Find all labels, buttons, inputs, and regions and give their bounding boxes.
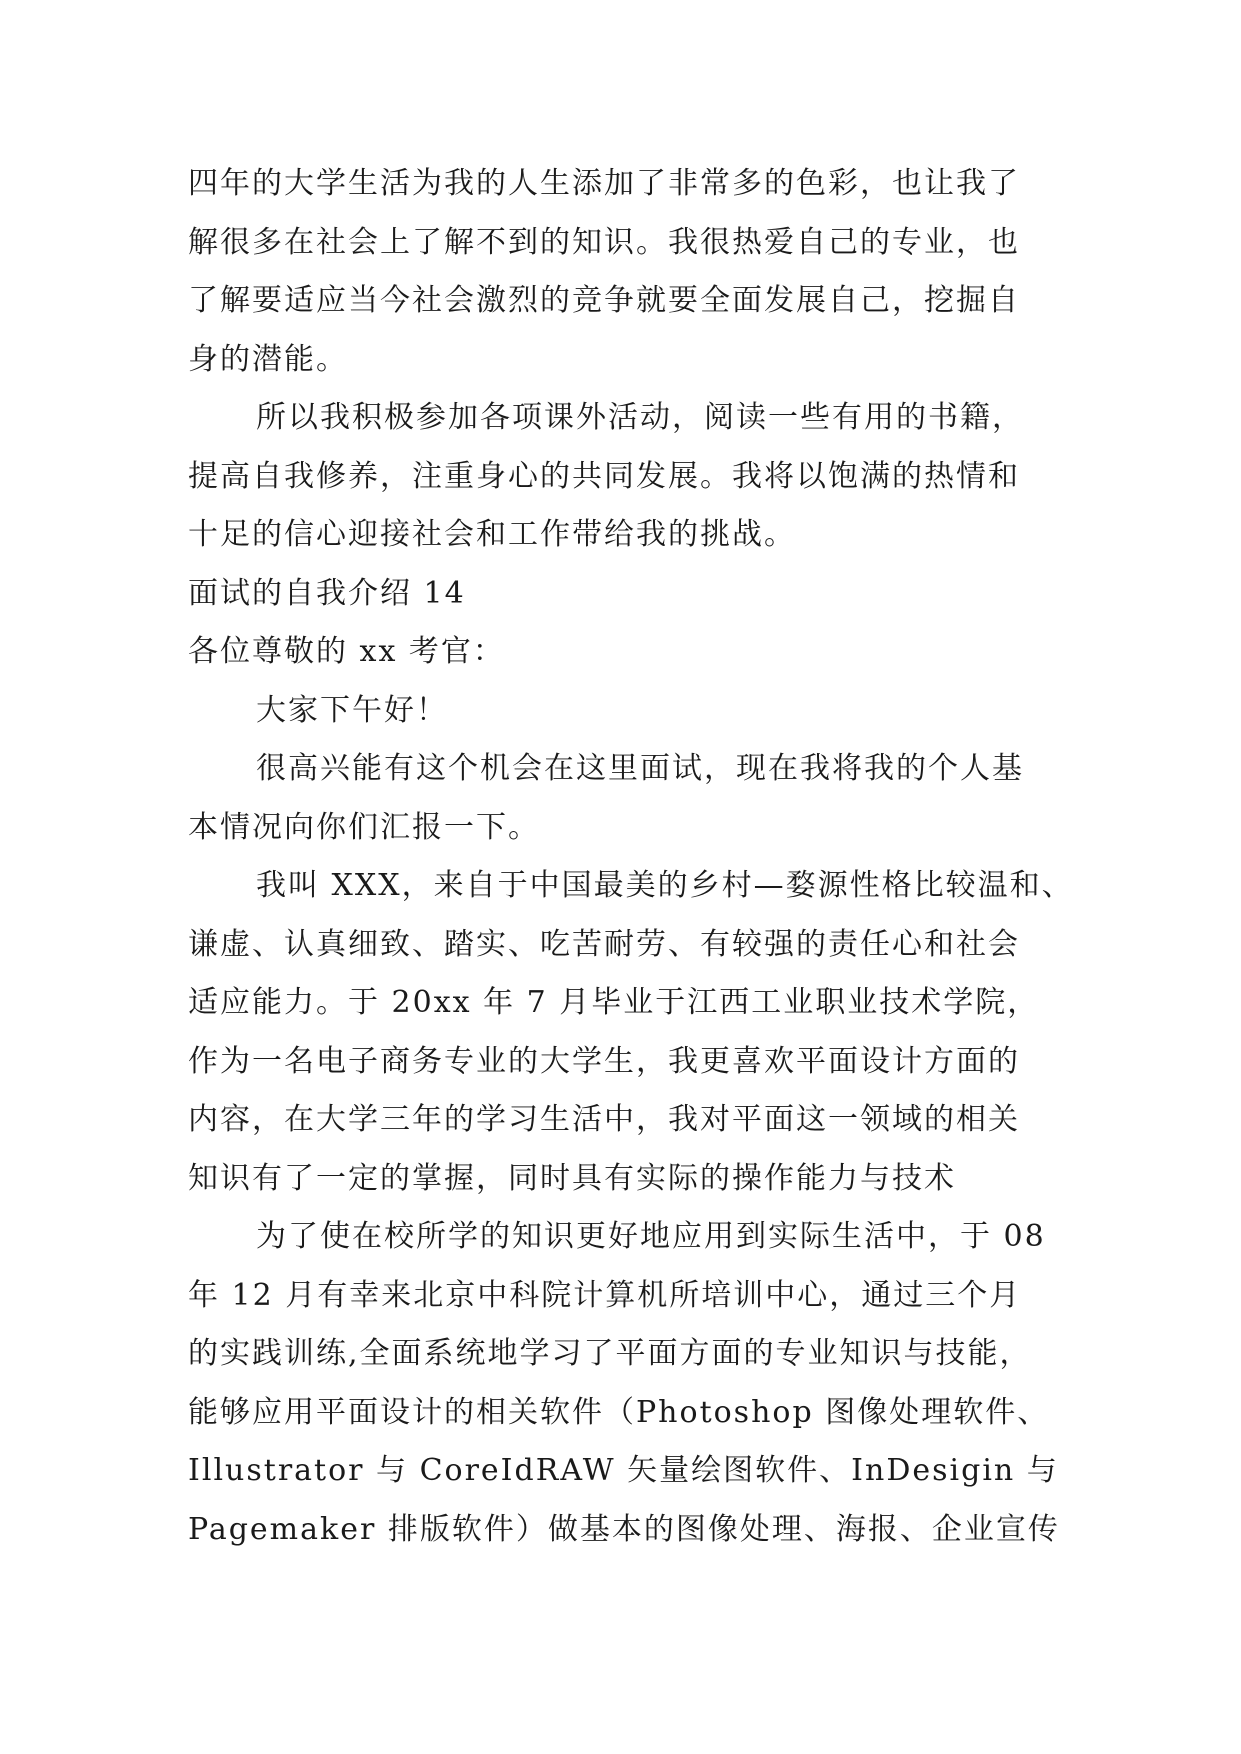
text-line: 的实践训练,全面系统地学习了平面方面的专业知识与技能， [188,1336,1032,1371]
text-line: 年 12 月有幸来北京中科院计算机所培训中心，通过三个月 [188,1277,1022,1313]
text-line: 能够应用平面设计的相关软件（Photoshop 图像处理软件、 [188,1394,1050,1430]
section-heading: 面试的自我介绍 14 [188,575,466,611]
text-line: 我叫 XXX，来自于中国最美的乡村—婺源性格比较温和、 [256,868,1074,903]
salutation: 各位尊敬的 xx 考官： [188,634,505,669]
text-line: 谦虚、认真细致、踏实、吃苦耐劳、有较强的责任心和社会 [188,926,1020,962]
text-line: 知识有了一定的掌握，同时具有实际的操作能力与技术 [188,1160,956,1196]
text-line: 为了使在校所学的知识更好地应用到实际生活中，于 08 [256,1219,1046,1254]
body-text [188,155,1074,1559]
greeting: 大家下午好！ [256,692,448,728]
text-line: 十足的信心迎接社会和工作带给我的挑战。 [188,517,796,552]
text-line: 内容，在大学三年的学习生活中，我对平面这一领域的相关 [188,1102,1020,1137]
text-line: 很高兴能有这个机会在这里面试，现在我将我的个人基 [256,751,1024,786]
text-line: 四年的大学生活为我的人生添加了非常多的色彩，也让我了 [188,166,1020,201]
text-line: 提高自我修养，注重身心的共同发展。我将以饱满的热情和 [188,458,1020,494]
text-line: Illustrator 与 CoreIdRAW 矢量绘图软件、InDesigin 与 [188,1453,1059,1488]
text-line: 本情况向你们汇报一下。 [188,809,540,845]
text-line: 所以我积极参加各项课外活动，阅读一些有用的书籍， [256,400,1024,435]
text-line: 解很多在社会上了解不到的知识。我很热爱自己的专业，也 [188,224,1020,260]
text-line: 作为一名电子商务专业的大学生，我更喜欢平面设计方面的 [188,1043,1020,1079]
text-line: 身的潜能。 [188,341,348,377]
text-line: 了解要适应当今社会激烈的竞争就要全面发展自己，挖掘自 [188,283,1020,318]
text-line: Pagemaker 排版软件）做基本的图像处理、海报、企业宣传 [188,1511,1060,1547]
text-line: 适应能力。于 20xx 年 7 月毕业于江西工业职业技术学院， [188,985,1040,1020]
